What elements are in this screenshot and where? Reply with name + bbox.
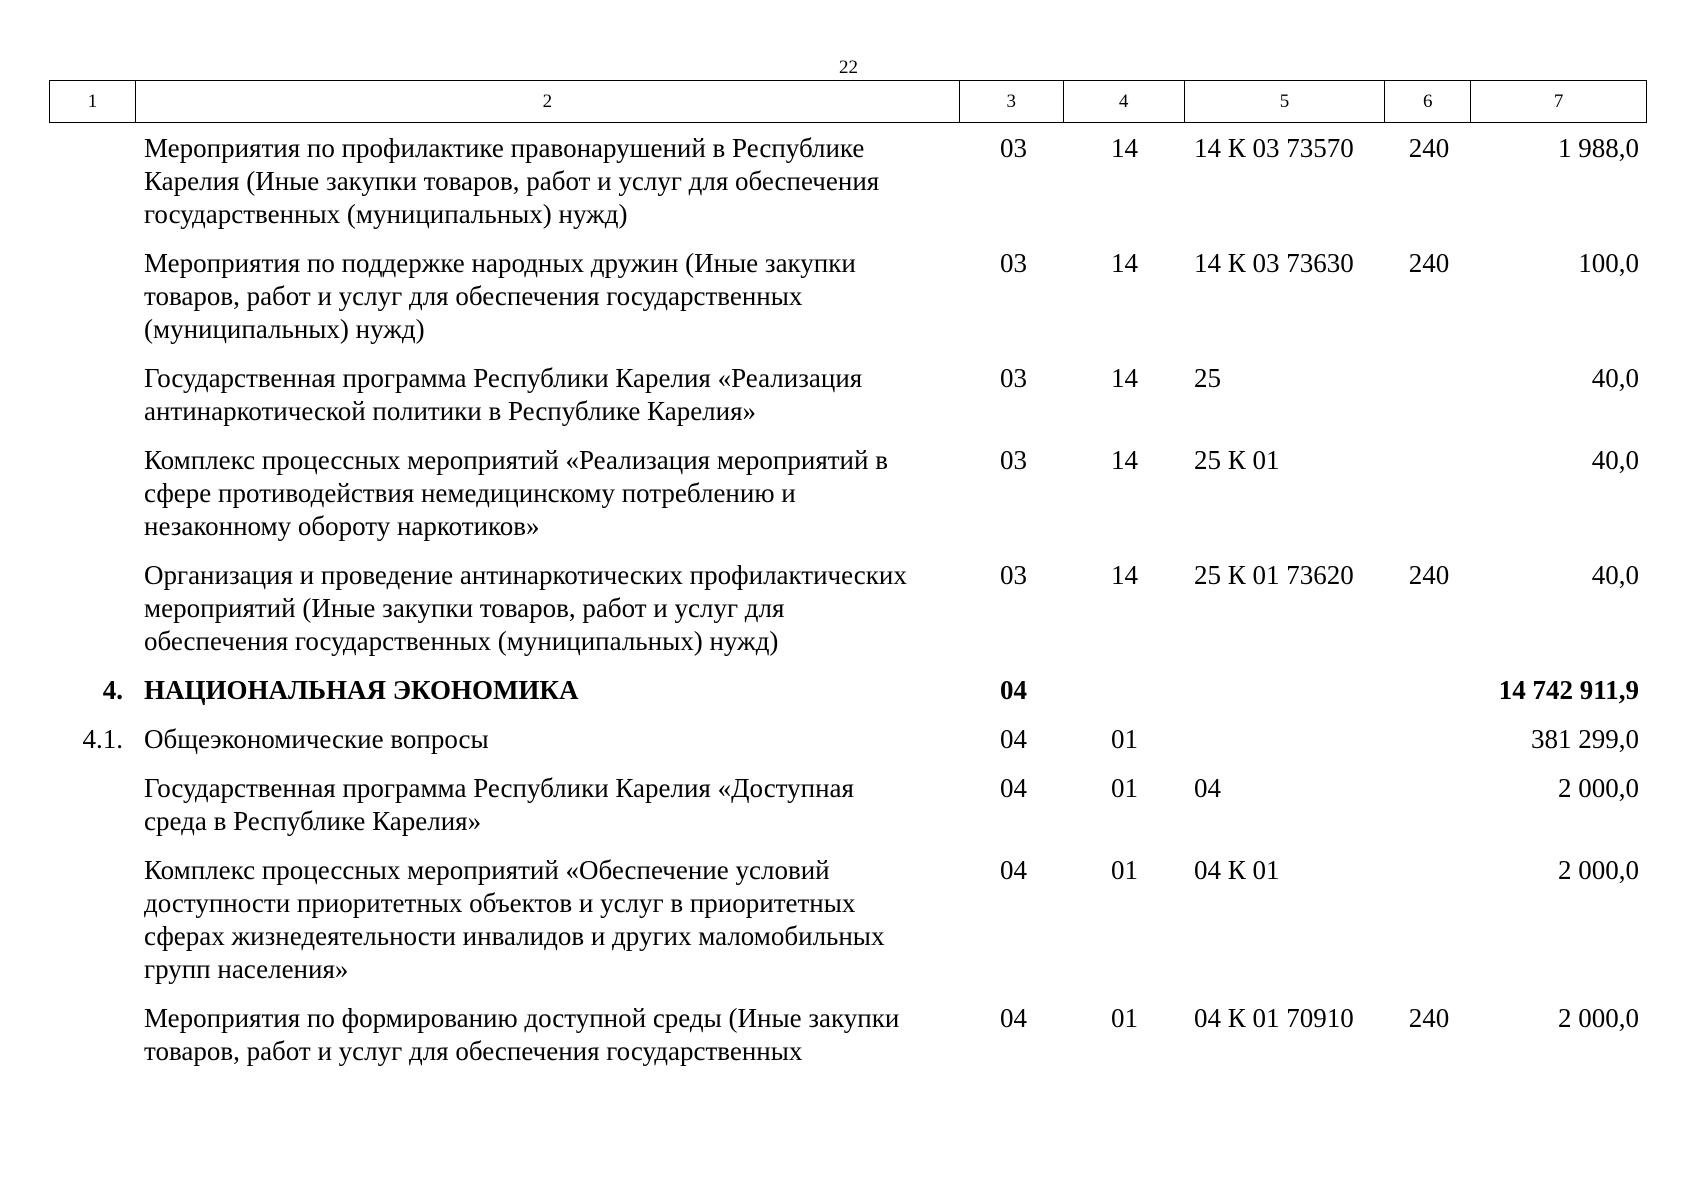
table-row xyxy=(49,559,1647,658)
row-expense-type xyxy=(1386,854,1472,986)
row-target-code: 04 К 01 xyxy=(1194,855,1280,885)
table-row xyxy=(49,772,1647,838)
row-name-line: Государственная программа Республики Карелия «Реализация xyxy=(144,363,863,393)
row-section: 03 xyxy=(1000,363,1027,393)
row-name-line: НАЦИОНАЛЬНАЯ ЭКОНОМИКА xyxy=(144,675,579,705)
row-name xyxy=(135,854,960,986)
row-name-line: мероприятий (Иные закупки товаров, работ и услуг для xyxy=(144,593,785,623)
row-name-line: Мероприятия по формированию доступной среды (Иные закупки xyxy=(144,1003,900,1033)
row-section: 04 xyxy=(1000,1003,1027,1033)
row-target-code: 04 К 01 70910 xyxy=(1194,1003,1354,1033)
row-subsection xyxy=(1064,674,1185,707)
row-number xyxy=(49,772,135,838)
row-expense-type: 240 xyxy=(1408,248,1450,278)
row-expense-type: 240 xyxy=(1408,133,1450,163)
header-col-2: 2 xyxy=(136,81,960,122)
row-number xyxy=(49,362,135,428)
header-col-7: 7 xyxy=(1553,90,1564,112)
table-row xyxy=(49,132,1647,231)
header-col-3: 3 xyxy=(960,81,1064,122)
row-section: 04 xyxy=(1000,724,1027,754)
row-name-line: Организация и проведение антинаркотических профилактических xyxy=(144,560,907,590)
row-section: 03 xyxy=(1000,445,1027,475)
row-name-line: Государственная программа Республики Карелия «Доступная xyxy=(144,773,854,803)
row-name-line: Комплекс процессных мероприятий «Обеспечение условий xyxy=(144,855,830,885)
row-number xyxy=(49,132,135,231)
row-sum: 1 988,0 xyxy=(1558,133,1639,163)
row-section: 03 xyxy=(1000,248,1027,278)
row-sum: 14 742 911,9 xyxy=(1498,675,1639,705)
row-name-line: незаконному обороту наркотиков» xyxy=(144,511,540,541)
table-row xyxy=(49,723,1647,756)
table-row xyxy=(49,247,1647,346)
row-expense-type xyxy=(1386,444,1472,543)
row-name xyxy=(135,674,960,707)
row-section: 03 xyxy=(1000,560,1027,590)
row-target-code: 25 К 01 xyxy=(1194,445,1280,475)
row-sum: 40,0 xyxy=(1591,363,1639,393)
header-col-1: 1 xyxy=(50,81,136,122)
header-col-6: 6 xyxy=(1385,81,1471,122)
row-section: 04 xyxy=(1000,855,1027,885)
table-row xyxy=(49,444,1647,543)
table-row xyxy=(49,1002,1647,1068)
row-subsection: 01 xyxy=(1111,855,1138,885)
table-body xyxy=(49,132,1647,1084)
table-row xyxy=(49,674,1647,707)
row-section: 04 xyxy=(1000,675,1027,705)
row-name-line: обеспечения государственных (муниципальных) нужд) xyxy=(144,626,779,656)
row-name-line: Карелия (Иные закупки товаров, работ и услуг для обеспечения xyxy=(144,166,880,196)
row-number: 4. xyxy=(102,675,123,705)
row-subsection: 01 xyxy=(1111,1003,1138,1033)
row-name-line: Мероприятия по профилактике правонарушений в Республике xyxy=(144,133,865,163)
row-name xyxy=(135,1002,960,1068)
row-sum: 2 000,0 xyxy=(1558,855,1639,885)
row-subsection: 14 xyxy=(1111,363,1138,393)
row-name-line: товаров, работ и услуг для обеспечения государственных xyxy=(144,1036,803,1066)
row-name xyxy=(135,362,960,428)
row-sum: 381 299,0 xyxy=(1531,724,1639,754)
row-target-code: 25 xyxy=(1194,363,1221,393)
table-row xyxy=(49,362,1647,428)
row-expense-type: 240 xyxy=(1408,1003,1450,1033)
row-subsection: 14 xyxy=(1111,133,1138,163)
row-name xyxy=(135,772,960,838)
row-section: 04 xyxy=(1000,773,1027,803)
header-col-4: 4 xyxy=(1064,81,1185,122)
row-name xyxy=(135,132,960,231)
page-number: 22 xyxy=(839,57,858,78)
row-number xyxy=(49,247,135,346)
row-sum: 40,0 xyxy=(1591,560,1639,590)
header-col-5: 5 xyxy=(1185,81,1386,122)
row-expense-type xyxy=(1386,674,1472,707)
row-sum: 100,0 xyxy=(1578,248,1639,278)
row-number xyxy=(49,559,135,658)
row-sum: 2 000,0 xyxy=(1558,1003,1639,1033)
row-number xyxy=(49,444,135,543)
row-subsection: 14 xyxy=(1111,445,1138,475)
row-number: 4.1. xyxy=(82,724,123,754)
row-target-code: 04 xyxy=(1194,773,1221,803)
row-sum: 40,0 xyxy=(1591,445,1639,475)
row-name-line: групп населения» xyxy=(144,954,349,984)
row-subsection: 14 xyxy=(1111,560,1138,590)
row-target-code: 25 К 01 73620 xyxy=(1194,560,1354,590)
row-name-line: доступности приоритетных объектов и услуг в приоритетных xyxy=(144,888,856,918)
table-row xyxy=(49,854,1647,986)
row-name-line: (муниципальных) нужд) xyxy=(144,314,425,344)
row-subsection: 01 xyxy=(1111,724,1138,754)
row-name xyxy=(135,247,960,346)
row-name xyxy=(135,444,960,543)
row-target-code xyxy=(1185,674,1386,707)
row-name-line: товаров, работ и услуг для обеспечения государственных xyxy=(144,281,803,311)
row-subsection: 14 xyxy=(1111,248,1138,278)
row-sum: 2 000,0 xyxy=(1558,773,1639,803)
row-name-line: среда в Республике Карелия» xyxy=(144,806,482,836)
row-expense-type xyxy=(1386,772,1472,838)
row-name xyxy=(135,559,960,658)
row-name-line: Мероприятия по поддержке народных дружин (Иные закупки xyxy=(144,248,856,278)
row-number xyxy=(49,854,135,986)
row-name-line: сферах жизнедеятельности инвалидов и других маломобильных xyxy=(144,921,885,951)
row-section: 03 xyxy=(1000,133,1027,163)
row-expense-type xyxy=(1386,723,1472,756)
row-target-code xyxy=(1185,723,1386,756)
row-number xyxy=(49,1002,135,1068)
row-expense-type xyxy=(1386,362,1472,428)
table-header xyxy=(49,80,1647,123)
row-name-line: антинаркотической политики в Республике Карелия» xyxy=(144,396,757,426)
row-name-line: государственных (муниципальных) нужд) xyxy=(144,199,628,229)
row-name-line: сфере противодействия немедицинскому потреблению и xyxy=(144,478,796,508)
row-name-line: Комплекс процессных мероприятий «Реализация мероприятий в xyxy=(144,445,888,475)
row-name xyxy=(135,723,960,756)
row-target-code: 14 К 03 73570 xyxy=(1194,133,1354,163)
row-subsection: 01 xyxy=(1111,773,1138,803)
row-expense-type: 240 xyxy=(1408,560,1450,590)
row-name-line: Общеэкономические вопросы xyxy=(144,724,489,754)
row-target-code: 14 К 03 73630 xyxy=(1194,248,1354,278)
